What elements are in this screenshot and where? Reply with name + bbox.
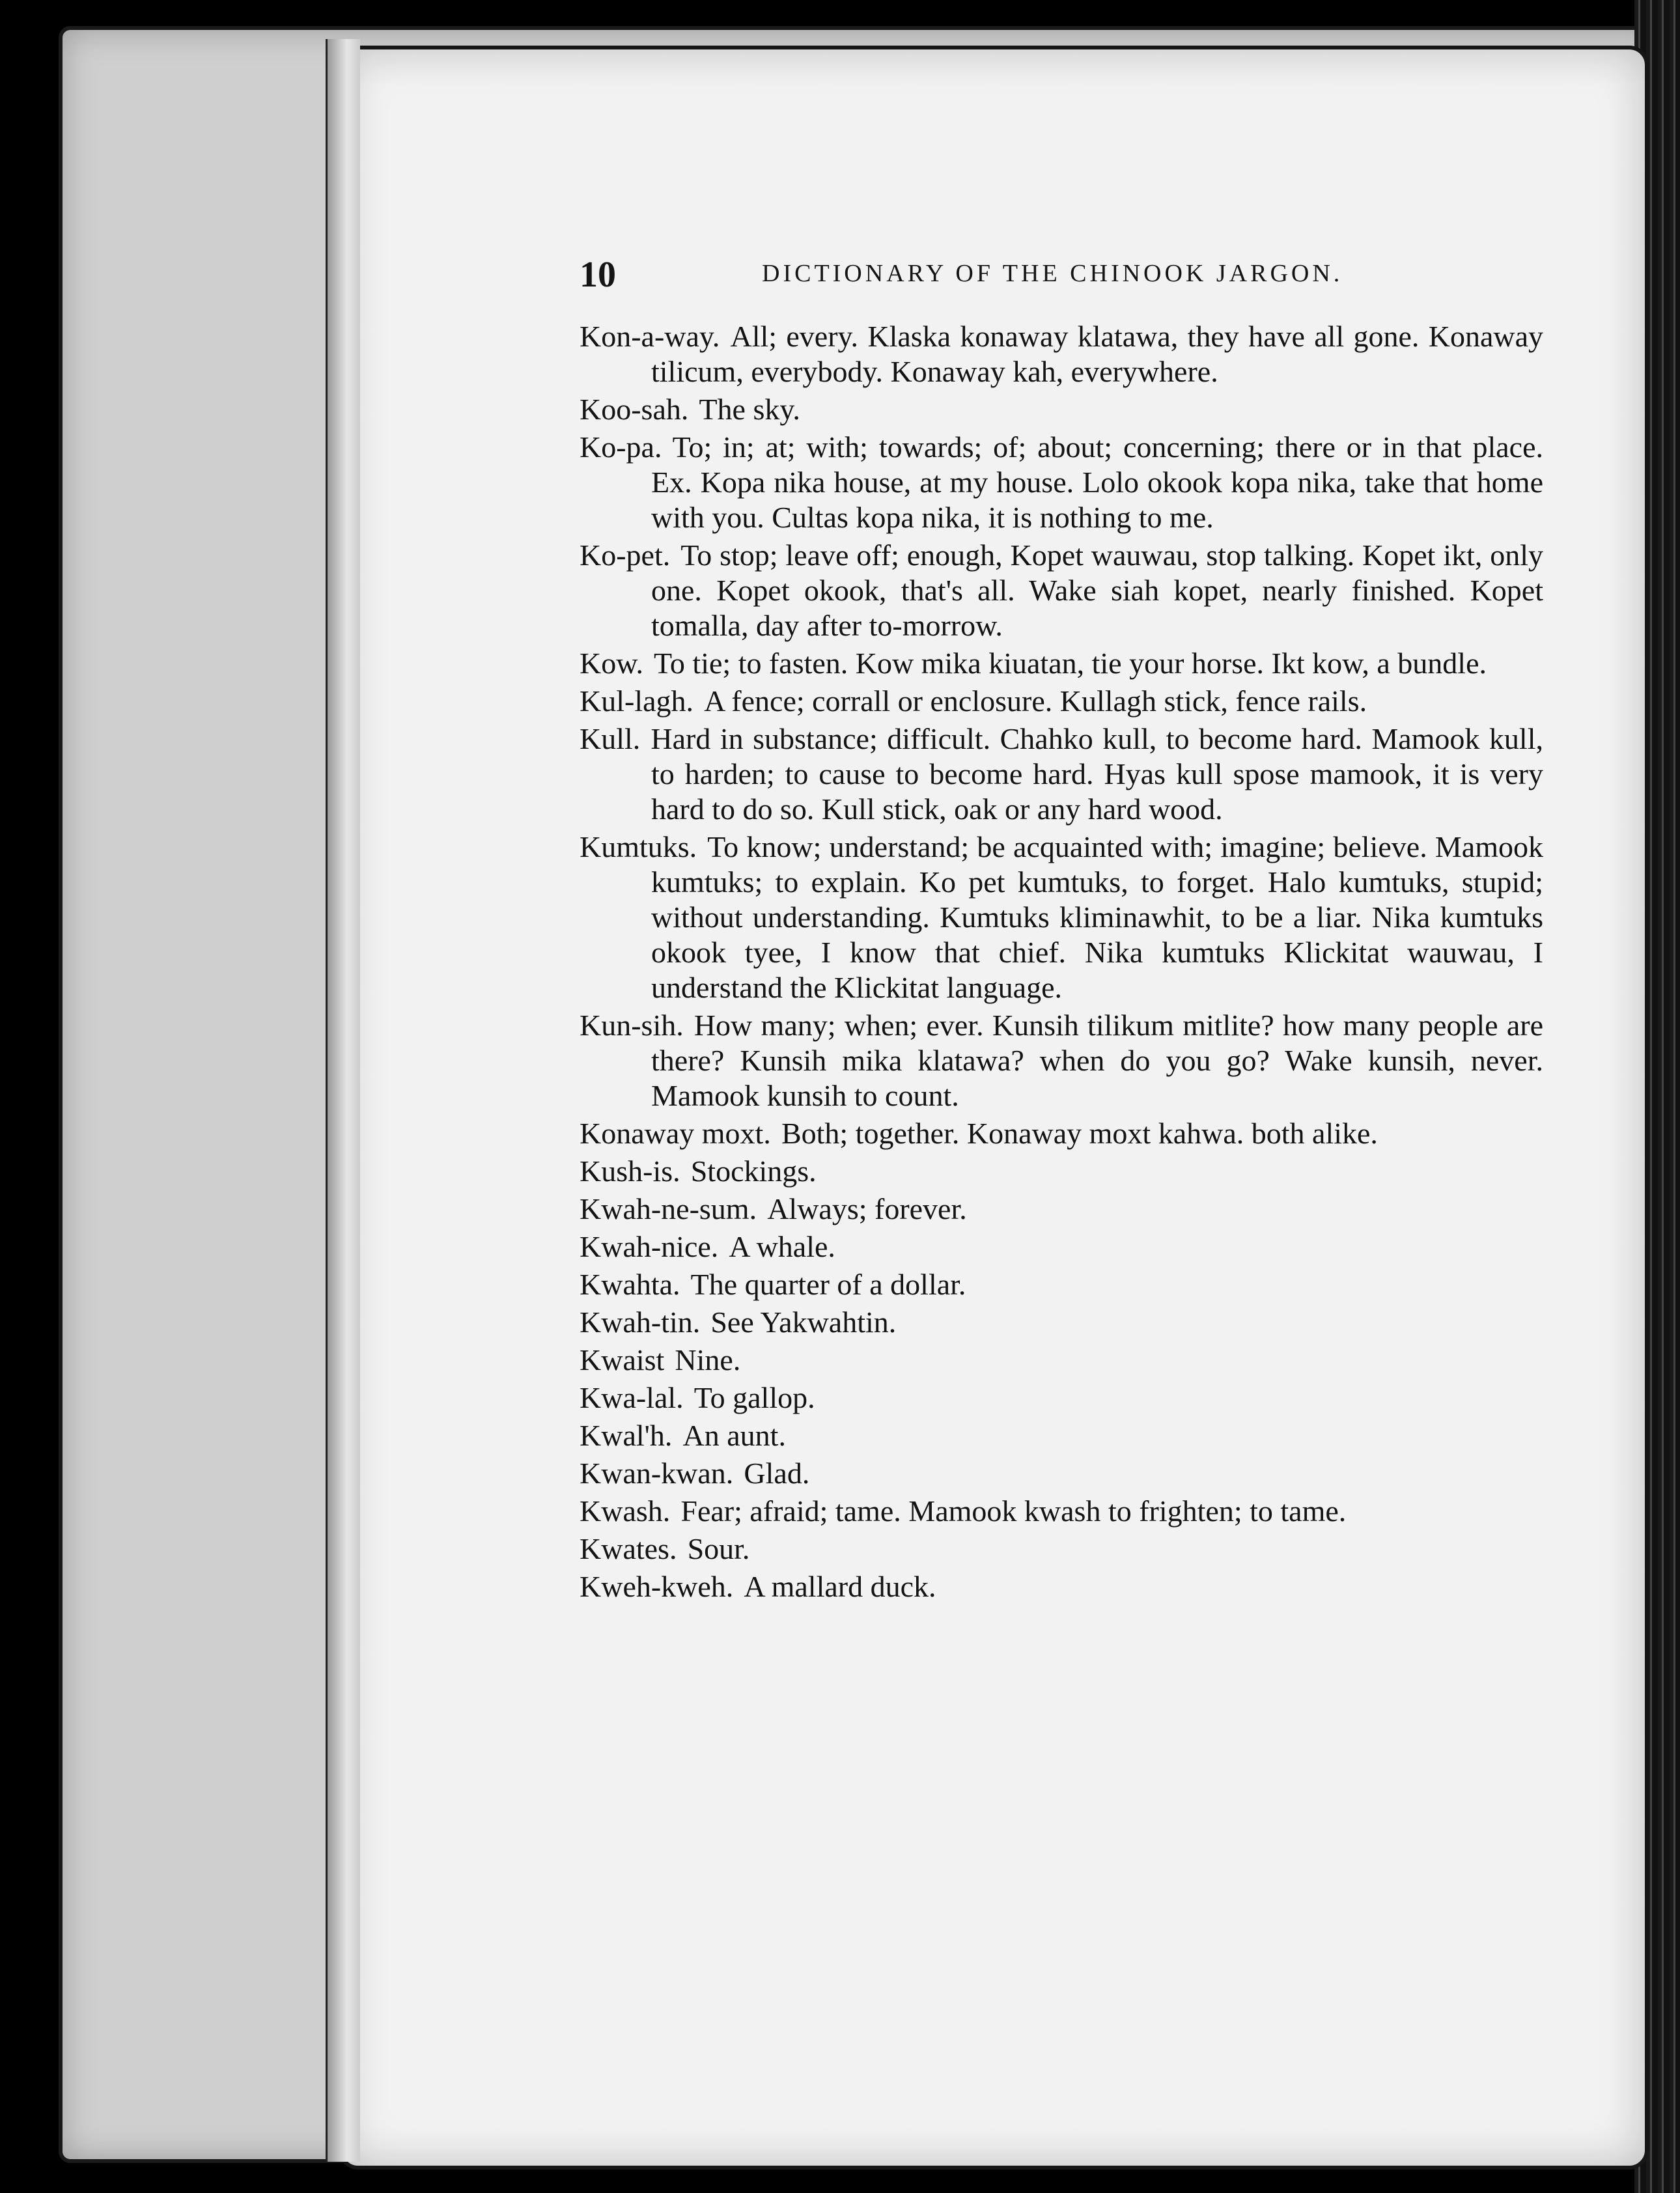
dictionary-entry: [580, 538, 1543, 643]
dictionary-entry: [580, 1305, 1543, 1340]
dictionary-entry: [580, 684, 1543, 719]
entry-definition: The quarter of a dollar.: [690, 1268, 966, 1301]
dictionary-entry: [580, 1229, 1543, 1264]
dictionary-entry: [580, 1343, 1543, 1378]
entry-headword: Kwaist: [580, 1343, 665, 1376]
entry-definition: To stop; leave off; enough, Kopet wauwau, stop talking. Kopet ikt, only one. Kopet okook, that's all. Wake siah kopet, nearly finished. Kopet tomalla, day after to-morrow.: [651, 538, 1543, 642]
entry-definition: To gallop.: [693, 1381, 815, 1414]
page-number: 10: [580, 255, 616, 295]
dictionary-entry: [580, 392, 1543, 427]
entry-definition: A whale.: [729, 1230, 835, 1263]
entry-definition: Fear; afraid; tame. Mamook kwash to frighten; to tame.: [680, 1494, 1347, 1528]
entry-headword: Kwah-ne-sum.: [580, 1192, 757, 1225]
entry-definition: To; in; at; with; towards; of; about; concerning; there or in that place. Ex. Kopa nika house, at my house. Lolo okook kopa nika, take that home with you. Cultas kopa nika, it is nothing to me.: [651, 430, 1543, 534]
entry-definition: How many; when; ever. Kunsih tilikum mitlite? how many people are there? Kunsih mika klatawa? when do you go? Wake kunsih, never. Mamook kunsih to count.: [651, 1009, 1543, 1112]
entry-headword: Kweh-kweh.: [580, 1570, 734, 1603]
entry-headword: Kul-lagh.: [580, 684, 694, 718]
entry-headword: Kull.: [580, 722, 641, 755]
dictionary-entry: [580, 1456, 1543, 1491]
entry-definition: The sky.: [699, 393, 800, 426]
entry-definition: Hard in substance; difficult. Chahko kull, to become hard. Mamook kull, to harden; to cause to become hard. Hyas kull spose mamook, it is very hard to do so. Kull stick, oak or any hard wood.: [651, 722, 1543, 826]
entry-headword: Kwahta.: [580, 1268, 680, 1301]
entry-headword: Kush-is.: [580, 1154, 680, 1188]
entry-definition: Sour.: [687, 1532, 750, 1565]
dictionary-entry: [580, 646, 1543, 681]
entry-headword: Ko-pa.: [580, 430, 662, 464]
entry-definition: A fence; corrall or enclosure. Kullagh stick, fence rails.: [704, 684, 1367, 718]
entry-headword: Kumtuks.: [580, 830, 697, 863]
entry-definition: Stockings.: [690, 1154, 817, 1188]
dictionary-entry: [580, 721, 1543, 827]
dictionary-entry: [580, 1531, 1543, 1567]
dictionary-entry: [580, 1116, 1543, 1151]
entry-definition: A mallard duck.: [744, 1570, 936, 1603]
dictionary-entry: [580, 430, 1543, 535]
entry-definition: Both; together. Konaway moxt kahwa. both alike.: [781, 1117, 1378, 1150]
entry-headword: Kwates.: [580, 1532, 677, 1565]
dictionary-entries: [580, 319, 1543, 1607]
entry-headword: Kwa-lal.: [580, 1381, 684, 1414]
dictionary-entry: [580, 830, 1543, 1005]
entry-headword: Kwash.: [580, 1494, 671, 1528]
entry-definition: Always; forever.: [767, 1192, 967, 1225]
dictionary-entry: [580, 1494, 1543, 1529]
entry-definition: An aunt.: [682, 1419, 786, 1452]
entry-headword: Konaway moxt.: [580, 1117, 771, 1150]
entry-headword: Kun-sih.: [580, 1009, 684, 1042]
dictionary-entry: [580, 1418, 1543, 1453]
entry-definition: To tie; to fasten. Kow mika kiuatan, tie your horse. Ikt kow, a bundle.: [654, 647, 1487, 680]
entry-headword: Kwah-tin.: [580, 1306, 701, 1339]
entry-headword: Kwan-kwan.: [580, 1457, 734, 1490]
dictionary-entry: [580, 319, 1543, 389]
dictionary-entry: [580, 1380, 1543, 1416]
dictionary-entry: [580, 1267, 1543, 1302]
entry-definition: To know; understand; be acquainted with; imagine; believe. Mamook kumtuks; to explain. Ko pet kumtuks, to forget. Halo kumtuks, stupid; without understanding. Kumtuks kliminawhit, to be a liar. Nika kumtuks okook tyee, I know that chief. Nika kumtuks Klickitat wauwau, I understand the Klickitat language.: [651, 830, 1543, 1004]
entry-headword: Kwal'h.: [580, 1419, 673, 1452]
dictionary-entry: [580, 1154, 1543, 1189]
entry-headword: Ko-pet.: [580, 538, 671, 572]
entry-definition: Nine.: [675, 1343, 741, 1376]
dictionary-entry: [580, 1192, 1543, 1227]
page-header: [580, 254, 1582, 300]
entry-definition: All; every. Klaska konaway klatawa, they have all gone. Konaway tilicum, everybody. Konaway kah, everywhere.: [651, 320, 1543, 388]
page-fold: [326, 39, 360, 2162]
entry-definition: See Yakwahtin.: [710, 1306, 897, 1339]
dictionary-entry: [580, 1569, 1543, 1604]
entry-definition: Glad.: [744, 1457, 810, 1490]
entry-headword: Kow.: [580, 647, 643, 680]
dictionary-entry: [580, 1008, 1543, 1113]
entry-headword: Koo-sah.: [580, 393, 689, 426]
running-title: DICTIONARY OF THE CHINOOK JARGON.: [762, 260, 1343, 287]
entry-headword: Kon-a-way.: [580, 320, 720, 353]
entry-headword: Kwah-nice.: [580, 1230, 719, 1263]
